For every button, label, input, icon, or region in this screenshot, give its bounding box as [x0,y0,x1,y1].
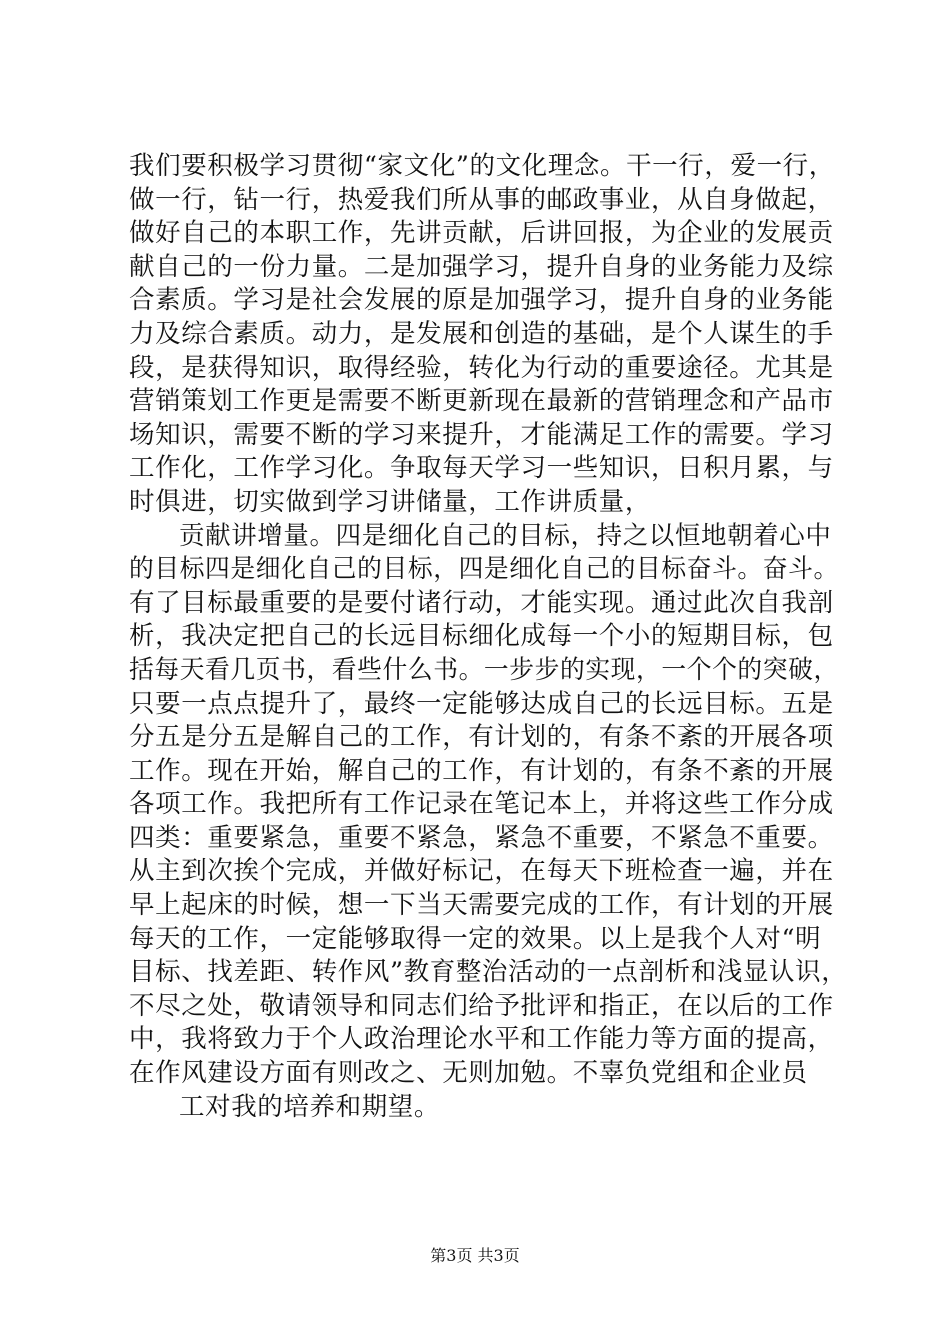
text-line: 目标、找差距、转作风”教育整治活动的一点剖析和浅显认识， [129,957,848,988]
text-line: 早上起床的时候，想一下当天需要完成的工作，有计划的开展 [129,890,834,921]
text-line: 四类：重要紧急，重要不紧急，紧急不重要，不紧急不重要。 [129,822,834,853]
text-line: 做好自己的本职工作，先讲贡献，后讲回报，为企业的发展贡 [129,218,834,249]
text-line: 工作化，工作学习化。争取每天学习一些知识，日积月累，与 [129,453,834,484]
text-line: 时俱进，切实做到学习讲储量，工作讲质量， [129,486,652,517]
text-line: 括每天看几页书，看些什么书。一步步的实现，一个个的突破， [129,654,839,685]
text-line: 工作。现在开始，解自己的工作，有计划的，有条不紊的开展 [129,755,834,786]
text-line: 合素质。学习是社会发展的原是加强学习，提升自身的业务能 [129,285,834,316]
text-line: 工对我的培养和期望。 [179,1091,441,1122]
text-line: 段，是获得知识，取得经验，转化为行动的重要途径。尤其是 [129,352,834,383]
text-line: 营销策划工作更是需要不断更新现在最新的营销理念和产品市 [129,386,834,417]
text-line: 贡献讲增量。四是细化自己的目标，持之以恒地朝着心中 [179,520,832,551]
text-line: 献自己的一份力量。二是加强学习，提升自身的业务能力及综 [129,251,834,282]
text-line: 分五是分五是解自己的工作，有计划的，有条不紊的开展各项 [129,722,834,753]
text-line: 每天的工作，一定能够取得一定的效果。以上是我个人对“明 [129,923,822,954]
text-line: 做一行，钻一行，热爱我们所从事的邮政事业，从自身做起， [129,184,834,215]
text-line: 有了目标最重要的是要付诸行动，才能实现。通过此次自我剖 [129,587,834,618]
text-line: 析，我决定把自己的长远目标细化成每一个小的短期目标，包 [129,621,834,652]
text-line: 在作风建设方面有则改之、无则加勉。不辜负党组和企业员 [129,1058,808,1089]
text-line: 从主到次挨个完成，并做好标记，在每天下班检查一遍，并在 [129,856,834,887]
text-line: 各项工作。我把所有工作记录在笔记本上，并将这些工作分成 [129,789,834,820]
text-line: 的目标四是细化自己的目标，四是细化自己的目标奋斗。奋斗。 [129,554,839,585]
text-line: 我们要积极学习贯彻“家文化”的文化理念。干一行，爱一行， [129,151,835,181]
body-text [129,150,848,1124]
text-line: 中，我将致力于个人政治理论水平和工作能力等方面的提高， [129,1024,834,1055]
text-line: 不尽之处，敬请领导和同志们给予批评和指正，在以后的工作 [129,990,834,1021]
text-line: 场知识，需要不断的学习来提升，才能满足工作的需要。学习 [129,419,834,450]
text-line: 力及综合素质。动力，是发展和创造的基础，是个人谋生的手 [129,318,834,349]
text-line: 只要一点点提升了，最终一定能够达成自己的长远目标。五是 [129,688,834,719]
page-number-footer: 第3页 共3页 [430,1246,520,1265]
